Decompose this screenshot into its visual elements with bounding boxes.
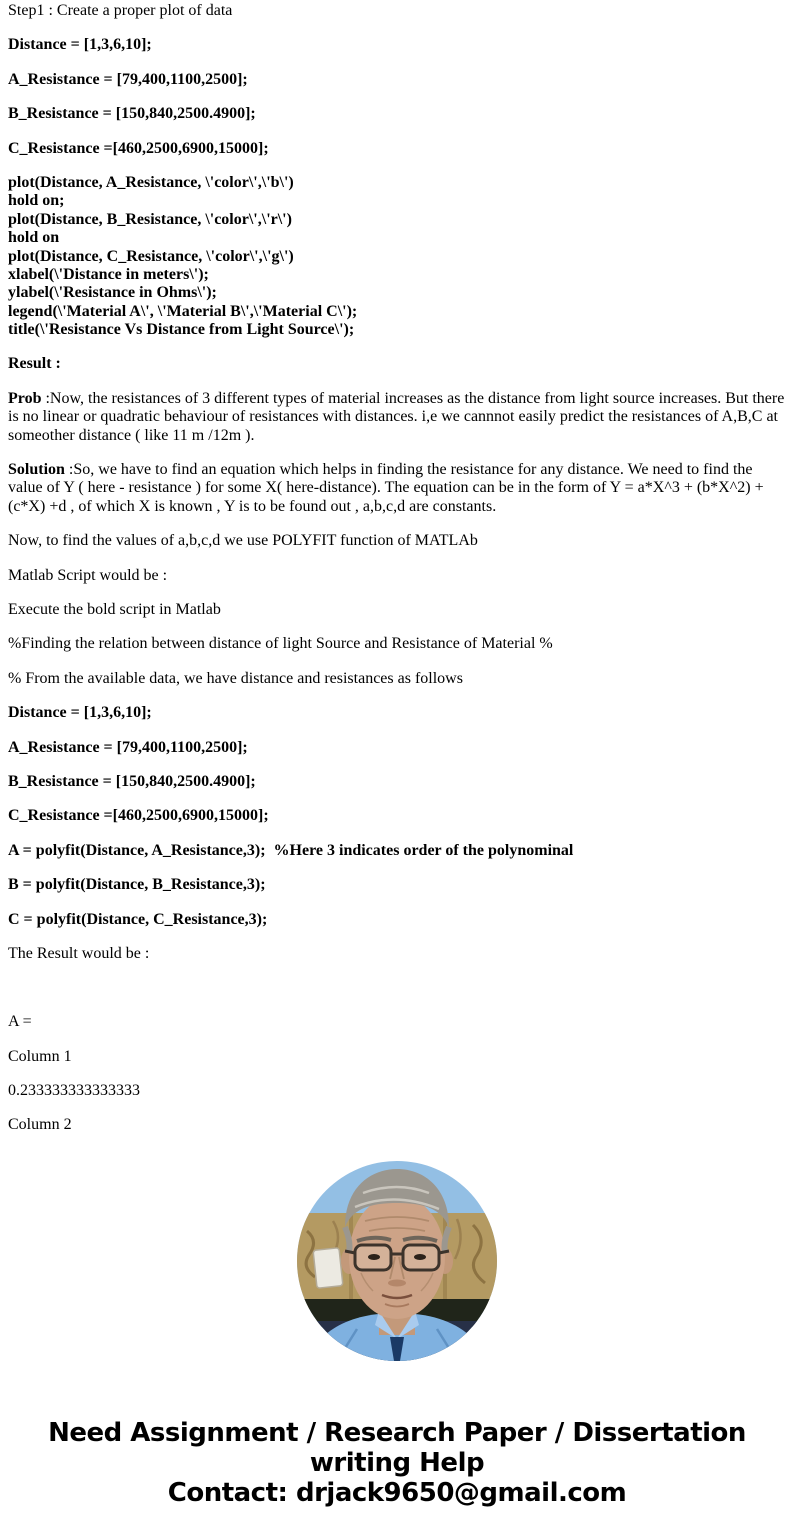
code-line: hold on [8, 229, 60, 247]
code-polyfit-a: A = polyfit(Distance, A_Resistance,3); %Here 3 indicates order of the polynominal [8, 841, 574, 859]
code-b-resistance-2: B_Resistance = [150,840,2500.4900]; [8, 772, 256, 790]
output-a-label: A = [8, 1013, 32, 1031]
code-distance: Distance = [1,3,6,10]; [8, 36, 152, 54]
script-intro: Matlab Script would be : [8, 566, 168, 584]
code-line: hold on; [8, 192, 65, 210]
code-a-resistance: A_Resistance = [79,400,1100,2500]; [8, 70, 248, 88]
footer-line-1: Need Assignment / Research Paper / Dissertation [48, 1418, 746, 1449]
prob-paragraph [8, 390, 786, 445]
code-c-resistance: C_Resistance =[460,2500,6900,15000]; [8, 139, 269, 157]
footer-line-2: writing Help [309, 1448, 485, 1479]
solution-paragraph [8, 461, 786, 516]
code-line: legend(\'Material A\', \'Material B\',\'Material C\'); [8, 302, 358, 320]
matlab-comment-1: %Finding the relation between distance of light Source and Resistance of Material % [8, 635, 553, 653]
prob-label: Prob [8, 389, 42, 407]
portrait-photo [297, 1161, 497, 1361]
code-c-resistance-2: C_Resistance =[460,2500,6900,15000]; [8, 807, 269, 825]
plot-code-block [8, 174, 786, 340]
code-polyfit-c: C = polyfit(Distance, C_Resistance,3); [8, 910, 268, 928]
code-line: plot(Distance, B_Resistance, \'color\',\'r\') [8, 210, 292, 228]
matlab-comment-2: % From the available data, we have distance and resistances as follows [8, 669, 463, 687]
document [8, 2, 786, 1508]
code-line: plot(Distance, C_Resistance, \'color\',\'g\') [8, 247, 294, 265]
contact-footer [8, 1418, 786, 1508]
portrait-photo-container [8, 1161, 786, 1366]
solution-label: Solution [8, 461, 65, 479]
blank-line [8, 979, 786, 997]
code-line: ylabel(\'Resistance in Ohms\'); [8, 284, 217, 302]
code-distance-2: Distance = [1,3,6,10]; [8, 704, 152, 722]
solution-text: :So, we have to find an equation which helps in finding the resistance for any distance. We need to find the value of Y ( here - resistance ) for some X( here-distance). The equation can be in the form of Y = a*X^3 + (b*X^2) + (c*X) +d , of which X is known , Y is to be found out , a,b,c,d are constants. [8, 461, 764, 515]
code-polyfit-b: B = polyfit(Distance, B_Resistance,3); [8, 876, 266, 894]
intro-line: Step1 : Create a proper plot of data [8, 2, 233, 19]
execute-note: Execute the bold script in Matlab [8, 600, 221, 618]
code-line: xlabel(\'Distance in meters\'); [8, 265, 209, 283]
prob-text: :Now, the resistances of 3 different types of material increases as the distance from light source increases. But there is no linear or quadratic behaviour of resistances with distances. i,e we cannnot easily predict the resistances of A,B,C at someother distance ( like 11 m /12m ). [8, 389, 785, 444]
footer-contact-email: Contact: drjack9650@gmail.com [167, 1478, 627, 1509]
output-column-2: Column 2 [8, 1116, 72, 1134]
output-value-1: 0.233333333333333 [8, 1082, 140, 1100]
result-note: The Result would be : [8, 944, 150, 962]
code-a-resistance-2: A_Resistance = [79,400,1100,2500]; [8, 738, 248, 756]
output-column-1: Column 1 [8, 1047, 72, 1065]
code-line: title(\'Resistance Vs Distance from Light Source\'); [8, 321, 355, 339]
code-line: plot(Distance, A_Resistance, \'color\',\'b\') [8, 173, 294, 191]
code-b-resistance: B_Resistance = [150,840,2500.4900]; [8, 105, 256, 123]
result-heading: Result : [8, 355, 61, 373]
polyfit-note: Now, to find the values of a,b,c,d we use POLYFIT function of MATLAb [8, 532, 478, 550]
portrait-photo-graphic [297, 1161, 497, 1361]
